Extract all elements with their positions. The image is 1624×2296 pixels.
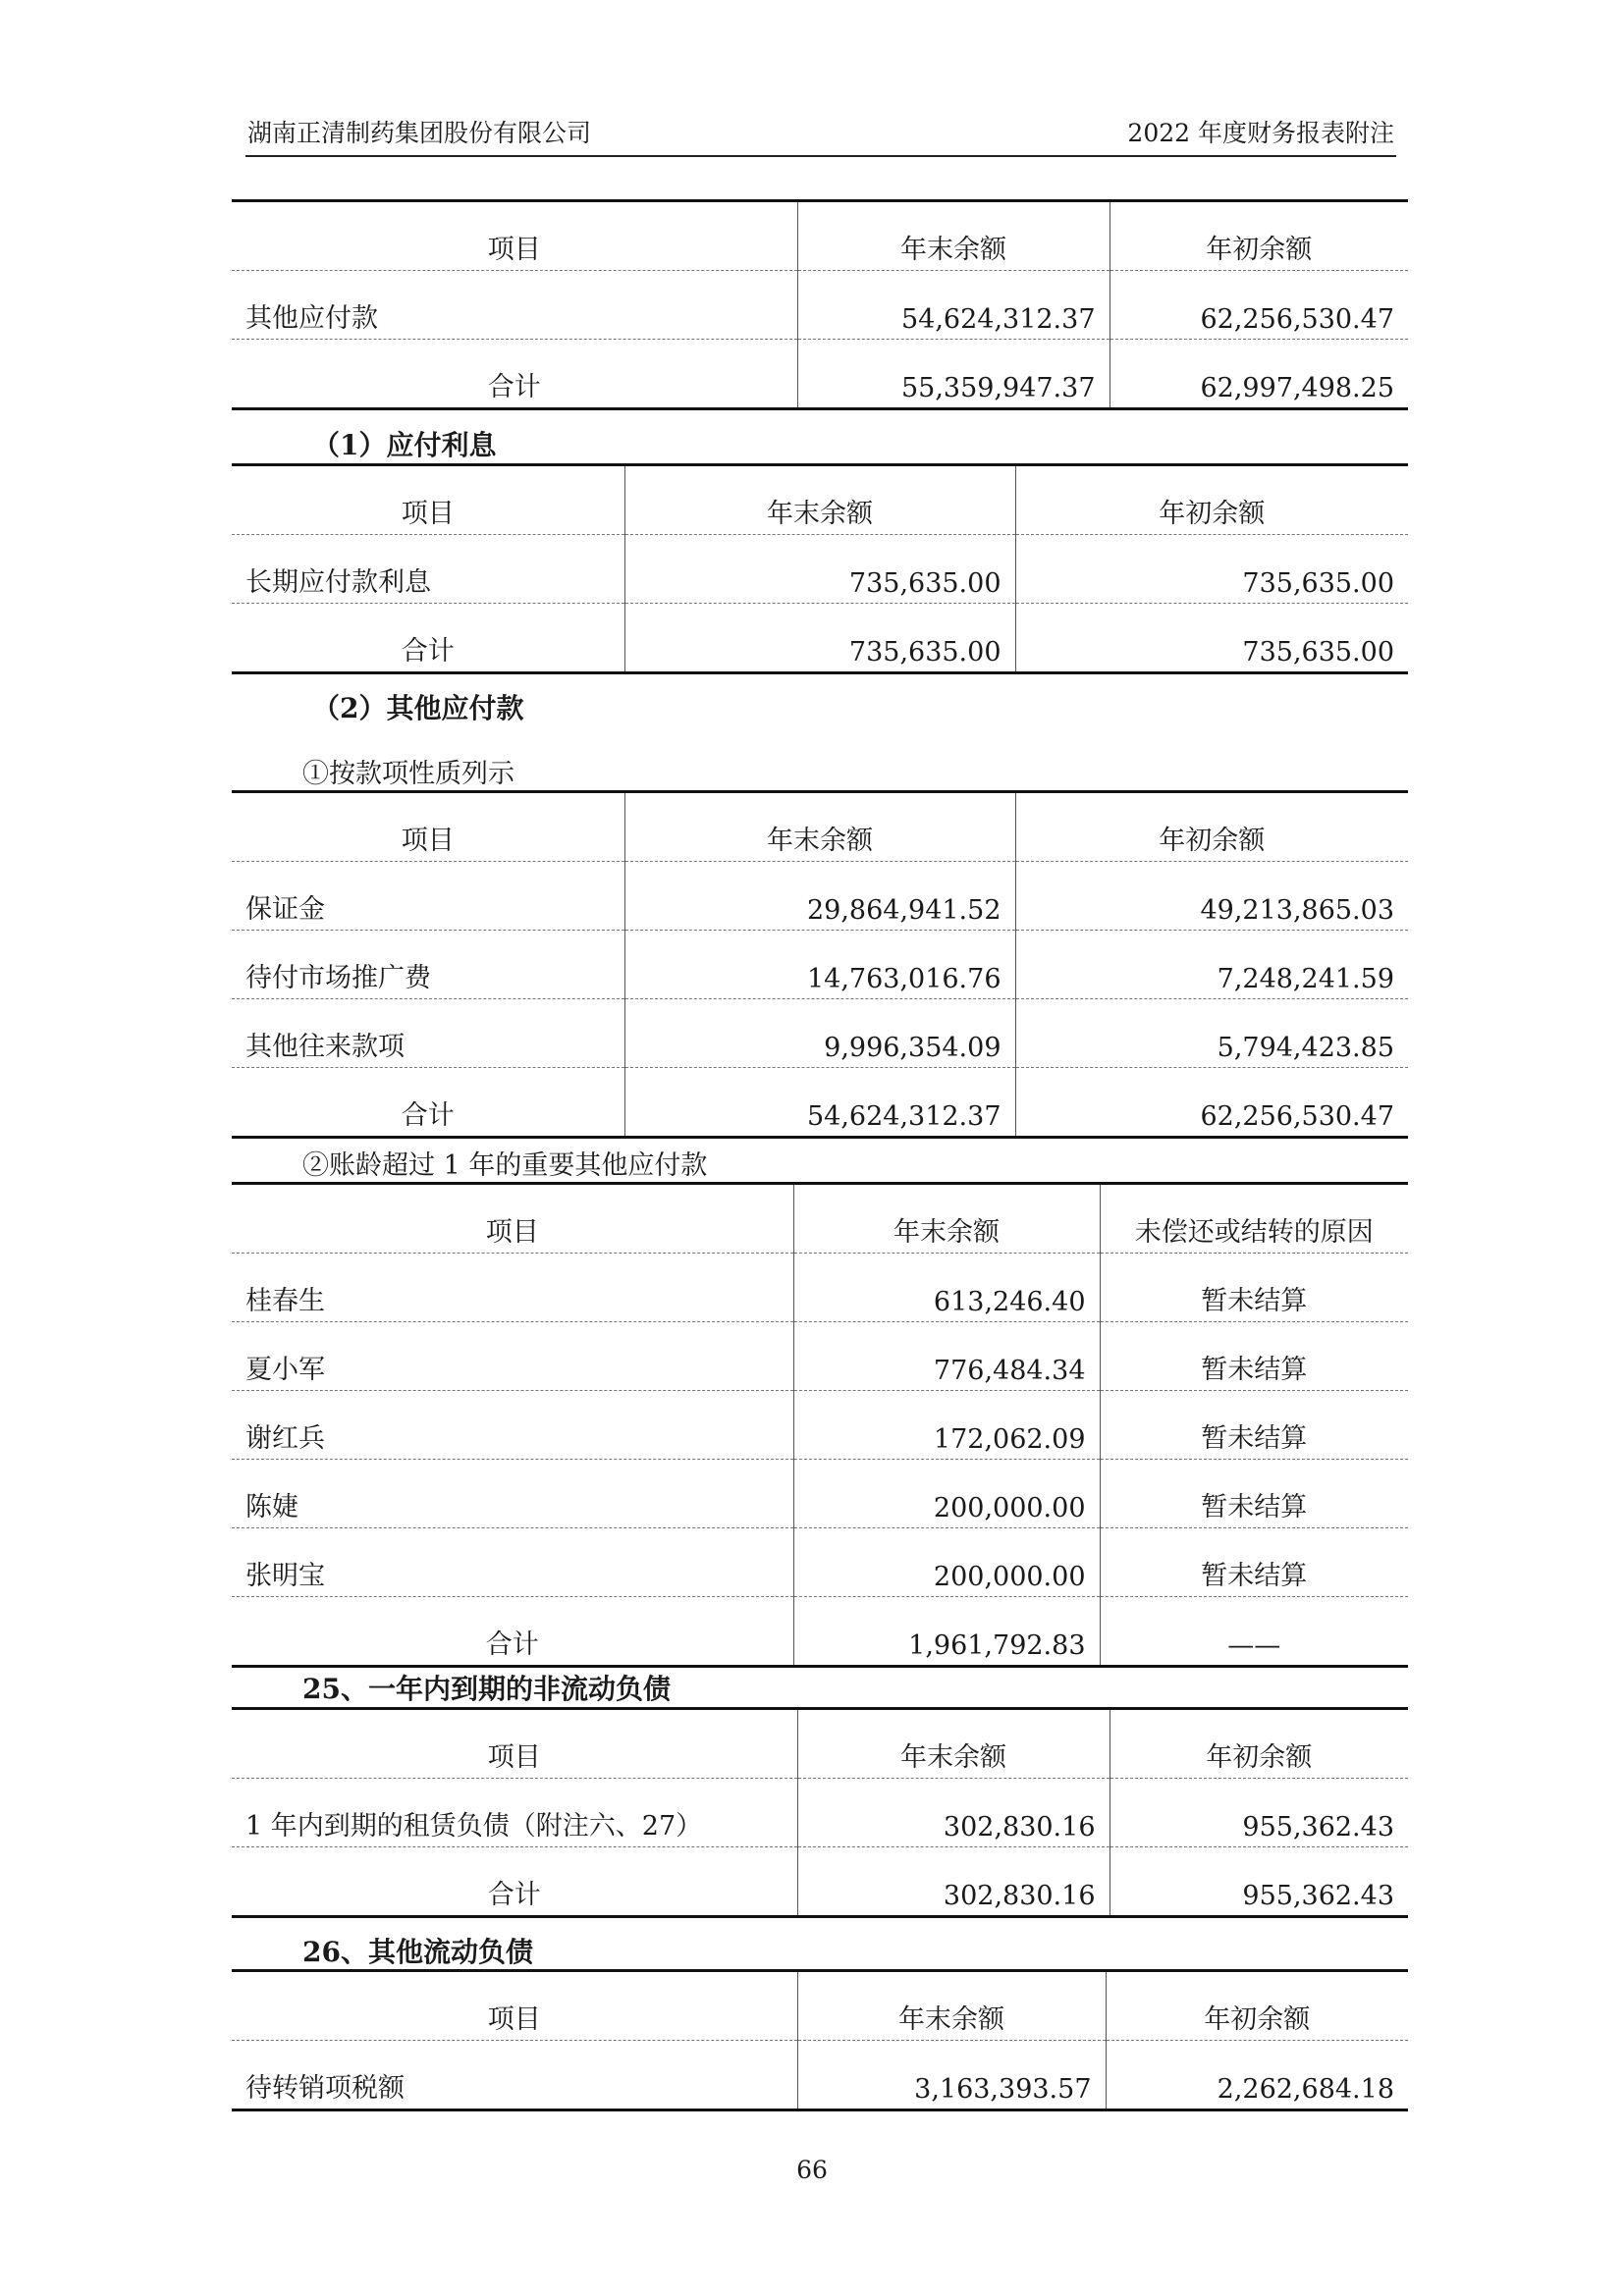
row-reason: 暂未结算 xyxy=(1100,1254,1408,1322)
header-begin-balance: 年初余额 xyxy=(1015,465,1408,535)
table-row xyxy=(232,1322,1408,1391)
header-item: 项目 xyxy=(232,792,624,862)
row-end-balance: 200,000.00 xyxy=(793,1460,1100,1528)
table-row xyxy=(232,271,1408,340)
header-reason: 未偿还或结转的原因 xyxy=(1100,1184,1408,1254)
header-begin-balance: 年初余额 xyxy=(1110,1709,1408,1779)
row-item: 谢红兵 xyxy=(232,1391,793,1460)
row-begin-balance: 62,256,530.47 xyxy=(1015,1068,1408,1138)
row-item: 张明宝 xyxy=(232,1528,793,1597)
row-begin-balance: 5,794,423.85 xyxy=(1015,999,1408,1068)
header-end-balance: 年末余额 xyxy=(793,1184,1100,1254)
table-total-row xyxy=(232,1847,1408,1917)
row-reason: 暂未结算 xyxy=(1100,1322,1408,1391)
table-row xyxy=(232,2041,1408,2110)
report-title: 2022 年度财务报表附注 xyxy=(1127,119,1394,147)
row-item: 长期应付款利息 xyxy=(232,535,624,604)
header-item: 项目 xyxy=(232,1971,797,2041)
subsection-title-aged-payables: ②账龄超过 1 年的重要其他应付款 xyxy=(302,1150,708,1181)
row-end-balance: 302,830.16 xyxy=(797,1779,1110,1847)
table-row xyxy=(232,535,1408,604)
row-end-balance: 735,635.00 xyxy=(624,604,1015,673)
row-begin-balance: 62,997,498.25 xyxy=(1110,340,1408,409)
row-item: 1 年内到期的租赁负债（附注六、27） xyxy=(232,1779,797,1847)
row-end-balance: 1,961,792.83 xyxy=(793,1597,1100,1667)
row-reason: —— xyxy=(1100,1597,1408,1667)
row-item: 其他往来款项 xyxy=(232,999,624,1068)
table-aged-payables xyxy=(232,1182,1408,1668)
row-item: 陈婕 xyxy=(232,1460,793,1528)
table-header-row xyxy=(232,1184,1408,1254)
row-item: 桂春生 xyxy=(232,1254,793,1322)
table-row xyxy=(232,1460,1408,1528)
table-row xyxy=(232,862,1408,931)
table-total-row xyxy=(232,604,1408,673)
row-end-balance: 55,359,947.37 xyxy=(797,340,1110,409)
row-end-balance: 200,000.00 xyxy=(793,1528,1100,1597)
row-end-balance: 3,163,393.57 xyxy=(797,2041,1106,2110)
table-header-row xyxy=(232,201,1408,271)
section-title-other-payables: （2）其他应付款 xyxy=(312,692,524,724)
row-end-balance: 776,484.34 xyxy=(793,1322,1100,1391)
header-end-balance: 年末余额 xyxy=(797,1971,1106,2041)
row-end-balance: 54,624,312.37 xyxy=(624,1068,1015,1138)
table-header-row xyxy=(232,792,1408,862)
header-end-balance: 年末余额 xyxy=(797,201,1110,271)
row-item: 合计 xyxy=(485,1629,539,1660)
header-begin-balance: 年初余额 xyxy=(1106,1971,1408,2041)
header-item: 项目 xyxy=(232,1184,793,1254)
table-row xyxy=(232,931,1408,999)
table-total-row xyxy=(232,1068,1408,1138)
row-end-balance: 29,864,941.52 xyxy=(624,862,1015,931)
row-item: 保证金 xyxy=(232,862,624,931)
subsection-title-by-nature: ①按款项性质列示 xyxy=(302,759,514,789)
row-begin-balance: 49,213,865.03 xyxy=(1015,862,1408,931)
header-item: 项目 xyxy=(232,1709,797,1779)
table-interest-payable xyxy=(232,463,1408,674)
header-begin-balance: 年初余额 xyxy=(1015,792,1408,862)
header-begin-balance: 年初余额 xyxy=(1110,201,1408,271)
table-header-row xyxy=(232,1971,1408,2041)
table-other-current-liabilities xyxy=(232,1969,1408,2111)
table-row xyxy=(232,999,1408,1068)
row-item: 合计 xyxy=(401,1100,455,1131)
row-begin-balance: 2,262,684.18 xyxy=(1106,2041,1408,2110)
table-header-row xyxy=(232,1709,1408,1779)
row-begin-balance: 735,635.00 xyxy=(1015,535,1408,604)
header-end-balance: 年末余额 xyxy=(624,465,1015,535)
page-header xyxy=(245,116,1396,157)
row-end-balance: 9,996,354.09 xyxy=(624,999,1015,1068)
row-end-balance: 54,624,312.37 xyxy=(797,271,1110,340)
table-total-row xyxy=(232,340,1408,409)
row-end-balance: 302,830.16 xyxy=(797,1847,1110,1917)
row-begin-balance: 62,256,530.47 xyxy=(1110,271,1408,340)
table-other-payables-summary xyxy=(232,199,1408,410)
row-item: 待付市场推广费 xyxy=(232,931,624,999)
page-number: 66 xyxy=(796,2156,828,2184)
table-row xyxy=(232,1254,1408,1322)
row-end-balance: 172,062.09 xyxy=(793,1391,1100,1460)
header-item: 项目 xyxy=(232,201,797,271)
row-begin-balance: 7,248,241.59 xyxy=(1015,931,1408,999)
row-reason: 暂未结算 xyxy=(1100,1460,1408,1528)
row-item: 待转销项税额 xyxy=(245,2073,405,2104)
table-row xyxy=(232,1779,1408,1847)
table-total-row xyxy=(232,1597,1408,1667)
row-item: 夏小军 xyxy=(232,1322,793,1391)
company-name: 湖南正清制药集团股份有限公司 xyxy=(247,119,592,147)
table-row xyxy=(232,1528,1408,1597)
row-begin-balance: 735,635.00 xyxy=(1015,604,1408,673)
table-current-portion-noncurrent xyxy=(232,1707,1408,1918)
row-item: 合计 xyxy=(487,372,541,402)
row-end-balance: 735,635.00 xyxy=(624,535,1015,604)
table-by-nature xyxy=(232,790,1408,1139)
row-item: 其他应付款 xyxy=(232,271,797,340)
header-end-balance: 年末余额 xyxy=(624,792,1015,862)
header-item: 项目 xyxy=(232,465,624,535)
table-header-row xyxy=(232,465,1408,535)
row-end-balance: 14,763,016.76 xyxy=(624,931,1015,999)
section-title-interest: （1）应付利息 xyxy=(312,429,497,461)
section-title-26: 26、其他流动负债 xyxy=(302,1936,533,1968)
header-end-balance: 年末余额 xyxy=(797,1709,1110,1779)
row-item: 合计 xyxy=(487,1880,541,1910)
table-row xyxy=(232,1391,1408,1460)
row-item: 合计 xyxy=(401,636,455,667)
row-reason: 暂未结算 xyxy=(1100,1391,1408,1460)
row-begin-balance: 955,362.43 xyxy=(1110,1779,1408,1847)
row-end-balance: 613,246.40 xyxy=(793,1254,1100,1322)
row-begin-balance: 955,362.43 xyxy=(1110,1847,1408,1917)
row-reason: 暂未结算 xyxy=(1100,1528,1408,1597)
section-title-25: 25、一年内到期的非流动负债 xyxy=(302,1673,671,1705)
